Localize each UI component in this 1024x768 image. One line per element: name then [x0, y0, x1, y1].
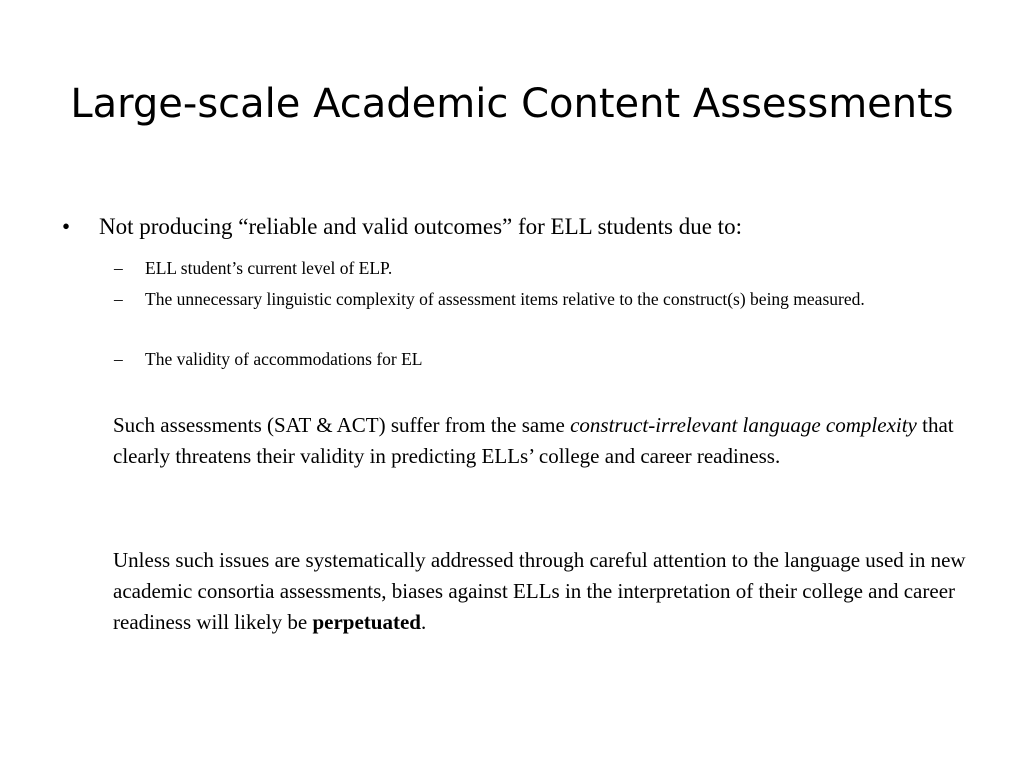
paragraph-biases [113, 545, 973, 638]
paragraph-assessments [113, 410, 973, 472]
sub-item-dash: – [114, 349, 123, 369]
paragraph-text: that clearly threatens their validity in predicting ELLs’ college and career readiness. [113, 413, 954, 468]
sub-item-text: ELL student’s current level of ELP. [145, 258, 393, 278]
sub-item-dash: – [114, 289, 123, 309]
paragraph-emphasis: construct-irrelevant language complexity [570, 413, 917, 437]
sub-item-text: The validity of accommodations for EL [145, 349, 423, 369]
sub-item-text: The unnecessary linguistic complexity of assessment items relative to the construct(s) being measured. [145, 289, 865, 309]
slide-title: Large-scale Academic Content Assessments [70, 81, 954, 127]
paragraph-text: . [420, 610, 427, 634]
paragraph-text: Unless such issues are systematically addressed through careful attention to the language used in new academic consortia assessments, biases against ELLs in the interpretation of their college and career readiness will likely be [113, 548, 966, 634]
bullet-text: Not producing “reliable and valid outcomes” for ELL students due to: [99, 214, 742, 239]
bullet-symbol: • [62, 214, 71, 239]
sub-item-dash: – [114, 258, 123, 278]
paragraph-strong: perpetuated [312, 610, 421, 634]
paragraph-text: Such assessments (SAT & ACT) suffer from the same [113, 413, 571, 437]
